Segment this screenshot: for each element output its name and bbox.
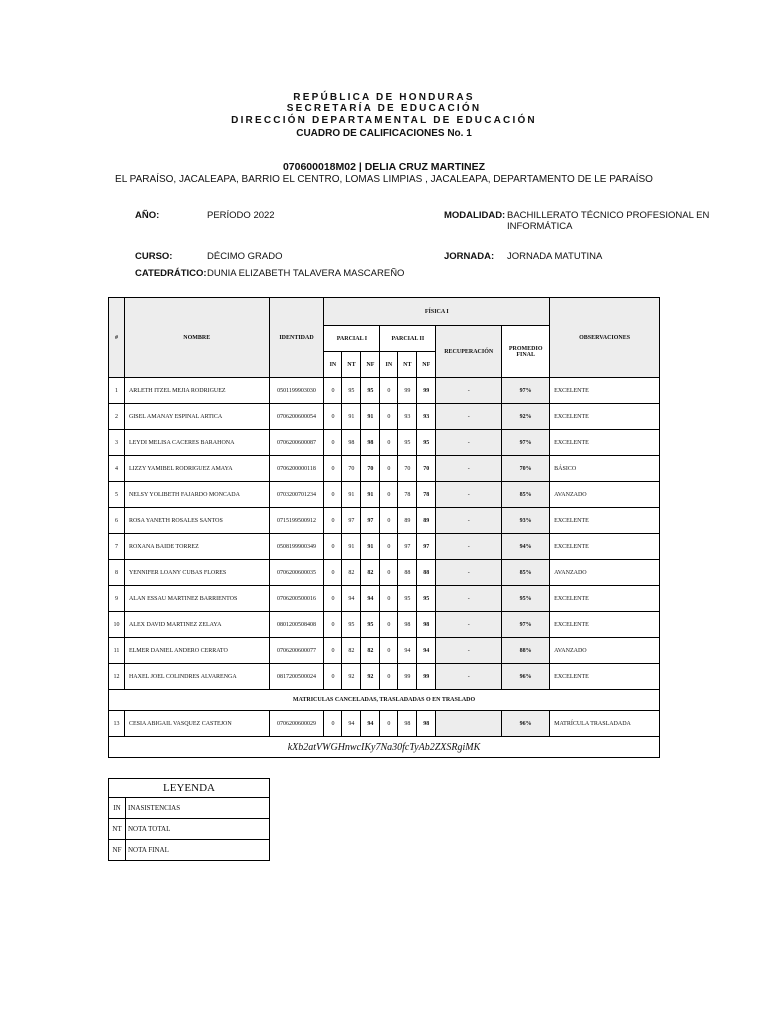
observacion: MATRÍCULA TRASLADADA	[550, 711, 660, 737]
p1-in: 0	[324, 404, 342, 430]
observacion: EXCELENTE	[550, 664, 660, 690]
header-cuadro-title: CUADRO DE CALIFICACIONES No. 1	[296, 128, 472, 139]
table-row	[109, 638, 660, 664]
recuperacion: -	[436, 534, 502, 560]
student-name: HAXEL JOEL COLINDRES ALVARENGA	[124, 664, 269, 690]
student-id: 0706200500016	[269, 586, 324, 612]
p2-nf-header: NF	[417, 352, 436, 378]
student-id: 0706200000118	[269, 456, 324, 482]
verification-code: kXb2atVWGHnwcIKy7Na30fcTyAb2ZXSRgiMK	[109, 737, 660, 758]
center-name: 070600018M02 | DELIA CRUZ MARTINEZ	[282, 161, 486, 173]
col-id-header: IDENTIDAD	[269, 298, 324, 378]
student-id: 0706200600087	[269, 430, 324, 456]
p1-nf: 92	[361, 664, 380, 690]
jornada-value: JORNADA MATUTINA	[507, 251, 603, 262]
student-name: ALEX DAVID MARTINEZ ZELAYA	[124, 612, 269, 638]
p1-nt: 70	[342, 456, 361, 482]
p1-nf: 97	[361, 508, 380, 534]
p2-in: 0	[380, 586, 398, 612]
row-number: 7	[109, 534, 125, 560]
table-row	[109, 404, 660, 430]
promedio-final: 96%	[502, 664, 550, 690]
table-row	[109, 378, 660, 404]
p1-nf-header: NF	[361, 352, 380, 378]
student-id: 0715199500912	[269, 508, 324, 534]
p1-nt: 91	[342, 404, 361, 430]
observacion: EXCELENTE	[550, 404, 660, 430]
p2-nt: 95	[398, 586, 417, 612]
row-number: 8	[109, 560, 125, 586]
observacion: EXCELENTE	[550, 378, 660, 404]
row-number: 4	[109, 456, 125, 482]
catedratico-value: DUNIA ELIZABETH TALAVERA MASCAREÑO	[207, 268, 405, 279]
p1-in: 0	[324, 586, 342, 612]
p2-in: 0	[380, 378, 398, 404]
legend-key: NF	[109, 840, 126, 861]
p1-nt: 98	[342, 430, 361, 456]
p1-nf: 91	[361, 534, 380, 560]
p2-in: 0	[380, 430, 398, 456]
student-id: 0703200701234	[269, 482, 324, 508]
col-name-header: NOMBRE	[124, 298, 269, 378]
table-row	[109, 586, 660, 612]
recuperacion: -	[436, 482, 502, 508]
table-row	[109, 711, 660, 737]
observacion: EXCELENTE	[550, 508, 660, 534]
promedio-final: 93%	[502, 508, 550, 534]
legend-desc: INASISTENCIAS	[126, 798, 270, 819]
promedio-final: 88%	[502, 638, 550, 664]
p1-nt: 95	[342, 612, 361, 638]
legend-desc: NOTA FINAL	[126, 840, 270, 861]
p1-nf: 82	[361, 560, 380, 586]
student-name: ROXANA BAIDE TORREZ	[124, 534, 269, 560]
student-name: ELMER DANIEL ANDERO CERRATO	[124, 638, 269, 664]
p2-in: 0	[380, 711, 398, 737]
table-row	[109, 456, 660, 482]
p2-in: 0	[380, 534, 398, 560]
student-id: 0801200508408	[269, 612, 324, 638]
p1-nt: 91	[342, 534, 361, 560]
student-id: 0706200600054	[269, 404, 324, 430]
transfer-separator: MATRICULAS CANCELADAS, TRASLADADAS O EN TRASLADO	[109, 690, 660, 711]
subject-header: FÍSICA I	[324, 298, 550, 326]
student-name: ARLETH ITZEL MEJIA RODRIGUEZ	[124, 378, 269, 404]
row-number: 6	[109, 508, 125, 534]
p1-nf: 91	[361, 482, 380, 508]
col-number-header: #	[109, 298, 125, 378]
row-number: 12	[109, 664, 125, 690]
p2-in: 0	[380, 560, 398, 586]
legend-table	[108, 778, 270, 861]
p1-nf: 94	[361, 711, 380, 737]
promedio-final: 85%	[502, 482, 550, 508]
p1-in: 0	[324, 456, 342, 482]
header-republica: REPÚBLICA DE HONDURAS	[293, 92, 475, 103]
modalidad-label: MODALIDAD:	[444, 210, 506, 221]
p1-nt: 95	[342, 378, 361, 404]
p1-nt: 82	[342, 560, 361, 586]
observacion: EXCELENTE	[550, 534, 660, 560]
table-row	[109, 664, 660, 690]
p1-nt: 94	[342, 586, 361, 612]
p1-in: 0	[324, 430, 342, 456]
promedio-final: 85%	[502, 560, 550, 586]
p2-nf: 95	[417, 586, 436, 612]
row-number: 2	[109, 404, 125, 430]
p2-in: 0	[380, 638, 398, 664]
recuperacion: -	[436, 456, 502, 482]
p2-in: 0	[380, 482, 398, 508]
p2-nf: 70	[417, 456, 436, 482]
p1-nf: 82	[361, 638, 380, 664]
student-id: 0706200600029	[269, 711, 324, 737]
p1-nf: 95	[361, 612, 380, 638]
p2-in: 0	[380, 612, 398, 638]
table-row	[109, 508, 660, 534]
p2-nt: 70	[398, 456, 417, 482]
student-name: GISEL AMANAY ESPINAL ARTICA	[124, 404, 269, 430]
student-name: NELSY YOLIBETH FAJARDO MONCADA	[124, 482, 269, 508]
p1-in: 0	[324, 664, 342, 690]
p1-in: 0	[324, 378, 342, 404]
student-name: YENNIFER LOANY CUBAS FLORES	[124, 560, 269, 586]
student-name: CESIA ABIGAIL VASQUEZ CASTEJON	[124, 711, 269, 737]
header-secretaria: SECRETARÍA DE EDUCACIÓN	[286, 103, 482, 114]
student-id: 0501199903030	[269, 378, 324, 404]
observacion: AVANZADO	[550, 482, 660, 508]
p1-in: 0	[324, 508, 342, 534]
student-id: 0508199900349	[269, 534, 324, 560]
recuperacion	[436, 711, 502, 737]
promedio-final: 97%	[502, 378, 550, 404]
grades-table	[108, 297, 660, 758]
p2-nf: 99	[417, 664, 436, 690]
p2-nf: 97	[417, 534, 436, 560]
student-name: ALAN ESSAU MARTINEZ BARRIENTOS	[124, 586, 269, 612]
table-row	[109, 430, 660, 456]
p1-in-header: IN	[324, 352, 342, 378]
p2-nt: 94	[398, 638, 417, 664]
recuperacion: -	[436, 430, 502, 456]
p2-nf: 94	[417, 638, 436, 664]
p2-in: 0	[380, 404, 398, 430]
p1-in: 0	[324, 612, 342, 638]
p1-in: 0	[324, 711, 342, 737]
legend-key: NT	[109, 819, 126, 840]
observacion: EXCELENTE	[550, 430, 660, 456]
p1-nt-header: NT	[342, 352, 361, 378]
col-obs-header: OBSERVACIONES	[550, 298, 660, 378]
student-id: 0706200600035	[269, 560, 324, 586]
p2-nt: 89	[398, 508, 417, 534]
p2-nt: 97	[398, 534, 417, 560]
promedio-final: 70%	[502, 456, 550, 482]
anio-label: AÑO:	[135, 210, 160, 221]
parcial2-header: PARCIAL II	[380, 326, 436, 352]
row-number: 13	[109, 711, 125, 737]
anio-value: PERÍODO 2022	[207, 210, 275, 221]
col-promedio-header: PROMEDIO FINAL	[502, 326, 550, 378]
promedio-final: 95%	[502, 586, 550, 612]
observacion: AVANZADO	[550, 638, 660, 664]
legend-key: IN	[109, 798, 126, 819]
p1-nt: 91	[342, 482, 361, 508]
promedio-final: 97%	[502, 612, 550, 638]
recuperacion: -	[436, 612, 502, 638]
p1-nt: 92	[342, 664, 361, 690]
row-number: 1	[109, 378, 125, 404]
table-row	[109, 534, 660, 560]
p1-nf: 98	[361, 430, 380, 456]
p2-nf: 88	[417, 560, 436, 586]
row-number: 5	[109, 482, 125, 508]
p1-nf: 70	[361, 456, 380, 482]
p2-nt: 93	[398, 404, 417, 430]
center-address: EL PARAÍSO, JACALEAPA, BARRIO EL CENTRO, LOMAS LIMPIAS , JACALEAPA, DEPARTAMENTO DE LE PARAÍSO	[115, 174, 653, 185]
p2-nt: 99	[398, 664, 417, 690]
row-number: 11	[109, 638, 125, 664]
p1-nf: 91	[361, 404, 380, 430]
p2-nf: 93	[417, 404, 436, 430]
catedratico-label: CATEDRÁTICO:	[135, 268, 207, 279]
p2-nt: 95	[398, 430, 417, 456]
col-recuperacion-header: RECUPERACIÓN	[436, 326, 502, 378]
promedio-final: 97%	[502, 430, 550, 456]
p1-in: 0	[324, 638, 342, 664]
student-name: ROSA YANETH ROSALES SANTOS	[124, 508, 269, 534]
promedio-final: 92%	[502, 404, 550, 430]
observacion: AVANZADO	[550, 560, 660, 586]
curso-label: CURSO:	[135, 251, 173, 262]
recuperacion: -	[436, 404, 502, 430]
recuperacion: -	[436, 560, 502, 586]
recuperacion: -	[436, 378, 502, 404]
p1-nf: 94	[361, 586, 380, 612]
p2-nf: 95	[417, 430, 436, 456]
table-row	[109, 482, 660, 508]
p2-nf: 98	[417, 612, 436, 638]
modalidad-value: BACHILLERATO TÉCNICO PROFESIONAL EN INFORMÁTICA	[507, 210, 710, 232]
student-id: 0706200600077	[269, 638, 324, 664]
p2-in-header: IN	[380, 352, 398, 378]
legend-title: LEYENDA	[109, 779, 270, 798]
observacion: EXCELENTE	[550, 586, 660, 612]
curso-value: DÉCIMO GRADO	[207, 251, 283, 262]
p2-nf: 78	[417, 482, 436, 508]
p2-in: 0	[380, 508, 398, 534]
p1-nt: 94	[342, 711, 361, 737]
student-id: 0817200500024	[269, 664, 324, 690]
p2-nf: 99	[417, 378, 436, 404]
p2-in: 0	[380, 456, 398, 482]
p1-in: 0	[324, 534, 342, 560]
legend-desc: NOTA TOTAL	[126, 819, 270, 840]
p1-in: 0	[324, 482, 342, 508]
jornada-label: JORNADA:	[444, 251, 495, 262]
p2-nt: 98	[398, 612, 417, 638]
row-number: 10	[109, 612, 125, 638]
p2-nt: 78	[398, 482, 417, 508]
p2-in: 0	[380, 664, 398, 690]
p2-nf: 98	[417, 711, 436, 737]
observacion: EXCELENTE	[550, 612, 660, 638]
promedio-final: 96%	[502, 711, 550, 737]
p2-nt: 99	[398, 378, 417, 404]
p2-nt: 98	[398, 711, 417, 737]
recuperacion: -	[436, 638, 502, 664]
row-number: 3	[109, 430, 125, 456]
p2-nt: 88	[398, 560, 417, 586]
table-row	[109, 560, 660, 586]
p1-nf: 95	[361, 378, 380, 404]
p1-nt: 97	[342, 508, 361, 534]
recuperacion: -	[436, 508, 502, 534]
p1-nt: 82	[342, 638, 361, 664]
promedio-final: 94%	[502, 534, 550, 560]
student-name: LEYDI MELISA CACERES BARAHONA	[124, 430, 269, 456]
parcial1-header: PARCIAL I	[324, 326, 380, 352]
observacion: BÁSICO	[550, 456, 660, 482]
student-name: LIZZY YAMIBEL RODRIGUEZ AMAYA	[124, 456, 269, 482]
recuperacion: -	[436, 664, 502, 690]
header-direccion: DIRECCIÓN DEPARTAMENTAL DE EDUCACIÓN	[231, 115, 537, 126]
table-row	[109, 612, 660, 638]
p1-in: 0	[324, 560, 342, 586]
recuperacion: -	[436, 586, 502, 612]
p2-nf: 89	[417, 508, 436, 534]
row-number: 9	[109, 586, 125, 612]
p2-nt-header: NT	[398, 352, 417, 378]
